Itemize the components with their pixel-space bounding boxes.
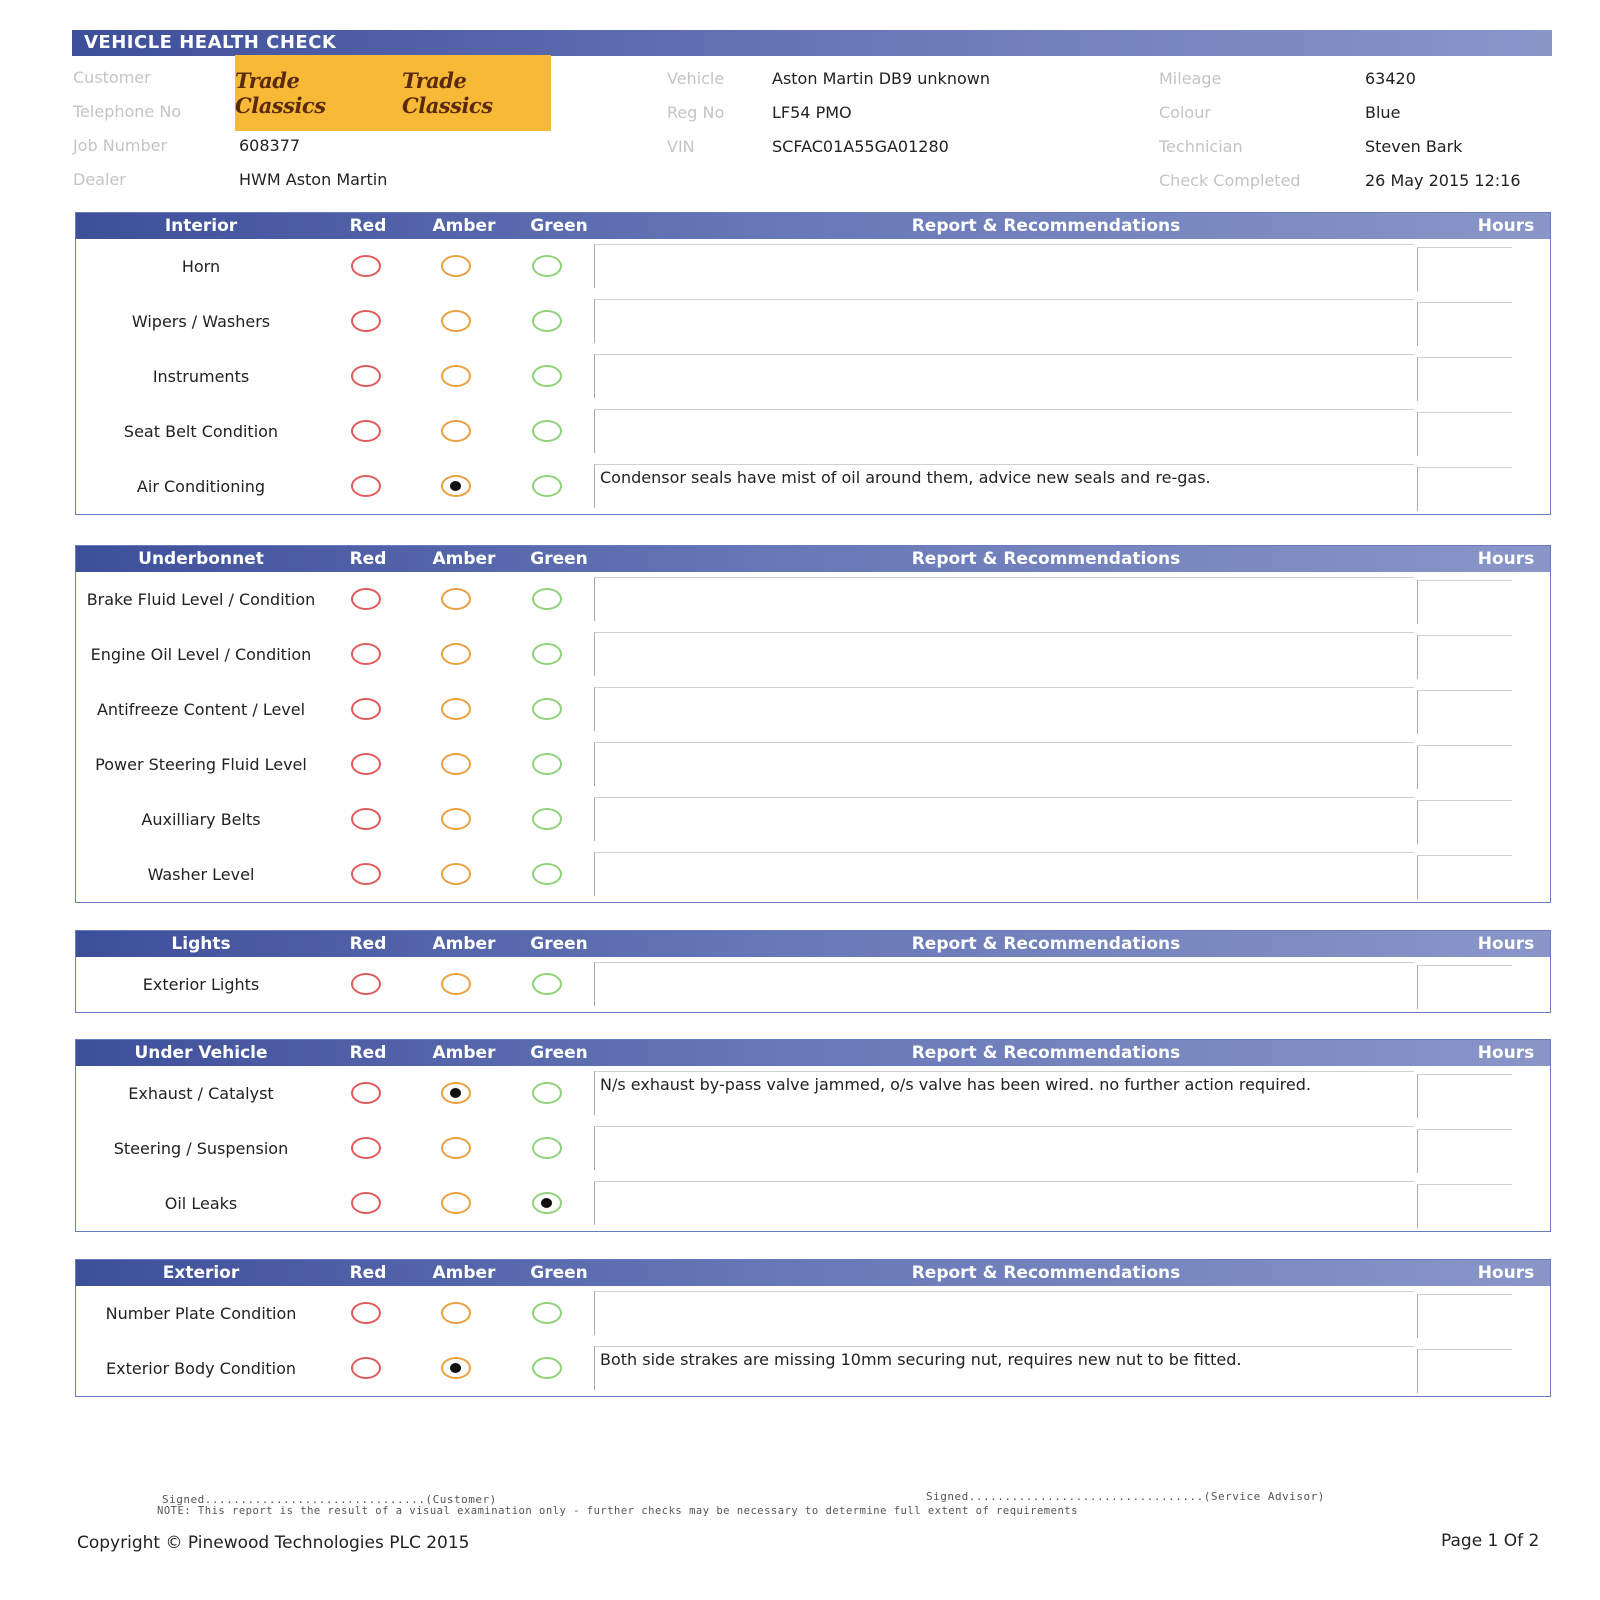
technician-value: Steven Bark	[1365, 137, 1463, 156]
green-radio[interactable]	[532, 1302, 562, 1324]
check-item-label: Exhaust / Catalyst	[128, 1083, 274, 1103]
hours-field[interactable]	[1417, 412, 1512, 456]
section-title: Interior	[164, 216, 238, 236]
check-item-label: Exterior Body Condition	[106, 1358, 296, 1378]
hours-field[interactable]	[1417, 690, 1512, 734]
hours-field[interactable]	[1417, 965, 1512, 1009]
check-row	[76, 294, 1550, 349]
column-green-header: Green	[530, 934, 588, 954]
amber-radio[interactable]	[441, 808, 471, 830]
report-field[interactable]	[594, 687, 1414, 731]
vin-value: SCFAC01A55GA01280	[772, 137, 949, 156]
check-row	[76, 1286, 1550, 1341]
section-header	[76, 931, 1550, 957]
amber-radio[interactable]	[441, 643, 471, 665]
red-radio[interactable]	[351, 420, 381, 442]
column-report-header: Report & Recommendations	[911, 216, 1181, 236]
page-number: Page 1 Of 2	[1441, 1531, 1540, 1551]
report-title: VEHICLE HEALTH CHECK	[72, 30, 1552, 56]
column-green-header: Green	[530, 216, 588, 236]
column-report-header: Report & Recommendations	[911, 1263, 1181, 1283]
disclaimer-note: NOTE: This report is the result of a visual examination only - further checks may be necessary to determine full extent of requirements	[157, 1505, 1078, 1517]
check-item-label: Number Plate Condition	[105, 1303, 297, 1323]
section-header	[76, 546, 1550, 572]
column-amber-header: Amber	[432, 1043, 496, 1063]
column-red-header: Red	[349, 934, 387, 954]
column-green-header: Green	[530, 1263, 588, 1283]
section-underbonnet	[75, 545, 1551, 903]
report-field[interactable]	[594, 299, 1414, 343]
check-item-label: Steering / Suspension	[113, 1138, 289, 1158]
hours-field[interactable]	[1417, 1129, 1512, 1173]
report-field[interactable]	[594, 577, 1414, 621]
report-field[interactable]	[594, 1181, 1414, 1225]
signed-service-advisor: Signed.................................(Service Advisor)	[926, 1490, 1325, 1503]
report-field[interactable]	[594, 409, 1414, 453]
green-radio[interactable]	[532, 808, 562, 830]
report-field[interactable]	[594, 852, 1414, 896]
column-hours-header: Hours	[1477, 1263, 1535, 1283]
red-radio[interactable]	[351, 1137, 381, 1159]
check-row	[76, 239, 1550, 294]
check-item-label: Brake Fluid Level / Condition	[86, 589, 316, 609]
green-radio[interactable]	[532, 973, 562, 995]
dealer-value: HWM Aston Martin	[239, 170, 388, 189]
vin-label: VIN	[667, 137, 695, 156]
hours-field[interactable]	[1417, 800, 1512, 844]
green-radio[interactable]	[532, 753, 562, 775]
check-item-label: Antifreeze Content / Level	[96, 699, 306, 719]
section-title: Exterior	[162, 1263, 240, 1283]
logo-text: Trade Classics	[402, 68, 493, 118]
mileage-value: 63420	[1365, 69, 1416, 88]
column-report-header: Report & Recommendations	[911, 1043, 1181, 1063]
green-radio[interactable]	[532, 1137, 562, 1159]
hours-field[interactable]	[1417, 580, 1512, 624]
check-row	[76, 1121, 1550, 1176]
copyright: Copyright © Pinewood Technologies PLC 2015	[77, 1533, 470, 1553]
job-number-label: Job Number	[73, 136, 168, 155]
reg-label: Reg No	[667, 103, 725, 122]
trade-classics-logo	[235, 55, 551, 131]
hours-field[interactable]	[1417, 635, 1512, 679]
amber-radio[interactable]	[441, 1082, 471, 1104]
signed-customer: Signed...............................(Customer)	[162, 1493, 497, 1506]
column-hours-header: Hours	[1477, 216, 1535, 236]
section-title: Under Vehicle	[134, 1043, 268, 1063]
hours-field[interactable]	[1417, 1074, 1512, 1118]
red-radio[interactable]	[351, 1082, 381, 1104]
green-radio[interactable]	[532, 588, 562, 610]
check-item-label: Engine Oil Level / Condition	[90, 644, 312, 664]
vehicle-label: Vehicle	[667, 69, 725, 88]
red-radio[interactable]	[351, 698, 381, 720]
red-radio[interactable]	[351, 808, 381, 830]
green-radio[interactable]	[532, 1082, 562, 1104]
section-header	[76, 1260, 1550, 1286]
column-amber-header: Amber	[432, 216, 496, 236]
section-header	[76, 1040, 1550, 1066]
amber-radio[interactable]	[441, 863, 471, 885]
amber-radio[interactable]	[441, 698, 471, 720]
check-row	[76, 957, 1550, 1012]
vehicle-value: Aston Martin DB9 unknown	[772, 69, 990, 88]
report-field[interactable]: Condensor seals have mist of oil around them, advice new seals and re-gas.	[594, 464, 1414, 508]
report-field[interactable]	[594, 1291, 1414, 1335]
check-row	[76, 459, 1550, 514]
colour-value: Blue	[1365, 103, 1401, 122]
column-red-header: Red	[349, 1043, 387, 1063]
green-radio[interactable]	[532, 1192, 562, 1214]
hours-field[interactable]	[1417, 745, 1512, 789]
column-green-header: Green	[530, 549, 588, 569]
check-row	[76, 404, 1550, 459]
hours-field[interactable]	[1417, 855, 1512, 899]
check-row	[76, 1066, 1550, 1121]
green-radio[interactable]	[532, 643, 562, 665]
hours-field[interactable]	[1417, 247, 1512, 291]
amber-radio[interactable]	[441, 973, 471, 995]
red-radio[interactable]	[351, 753, 381, 775]
green-radio[interactable]	[532, 698, 562, 720]
column-amber-header: Amber	[432, 1263, 496, 1283]
red-radio[interactable]	[351, 1357, 381, 1379]
check-item-label: Seat Belt Condition	[123, 421, 279, 441]
amber-radio[interactable]	[441, 753, 471, 775]
check-item-label: Auxilliary Belts	[141, 809, 261, 829]
red-radio[interactable]	[351, 475, 381, 497]
green-radio[interactable]	[532, 255, 562, 277]
amber-radio[interactable]	[441, 310, 471, 332]
column-red-header: Red	[349, 549, 387, 569]
green-radio[interactable]	[532, 863, 562, 885]
logo-text: Trade Classics	[235, 68, 326, 118]
hours-field[interactable]	[1417, 467, 1512, 511]
amber-radio[interactable]	[441, 588, 471, 610]
check-row	[76, 792, 1550, 847]
column-amber-header: Amber	[432, 934, 496, 954]
check-item-label: Horn	[181, 256, 221, 276]
mileage-label: Mileage	[1159, 69, 1222, 88]
amber-radio[interactable]	[441, 475, 471, 497]
report-field[interactable]: Both side strakes are missing 10mm securing nut, requires new nut to be fitted.	[594, 1346, 1414, 1390]
amber-radio[interactable]	[441, 1357, 471, 1379]
report-field[interactable]	[594, 354, 1414, 398]
check-row	[76, 572, 1550, 627]
column-report-header: Report & Recommendations	[911, 549, 1181, 569]
green-radio[interactable]	[532, 365, 562, 387]
hours-field[interactable]	[1417, 1349, 1512, 1393]
amber-radio[interactable]	[441, 420, 471, 442]
hours-field[interactable]	[1417, 302, 1512, 346]
column-hours-header: Hours	[1477, 1043, 1535, 1063]
amber-radio[interactable]	[441, 1302, 471, 1324]
green-radio[interactable]	[532, 1357, 562, 1379]
red-radio[interactable]	[351, 1302, 381, 1324]
customer-label: Customer	[73, 68, 151, 87]
amber-radio[interactable]	[441, 1137, 471, 1159]
amber-radio[interactable]	[441, 1192, 471, 1214]
check-completed-value: 26 May 2015 12:16	[1365, 171, 1521, 190]
section-header	[76, 213, 1550, 239]
column-hours-header: Hours	[1477, 934, 1535, 954]
check-row	[76, 737, 1550, 792]
hours-field[interactable]	[1417, 1294, 1512, 1338]
check-item-label: Air Conditioning	[136, 476, 266, 496]
red-radio[interactable]	[351, 863, 381, 885]
red-radio[interactable]	[351, 310, 381, 332]
report-field[interactable]	[594, 742, 1414, 786]
section-under-vehicle	[75, 1039, 1551, 1232]
hours-field[interactable]	[1417, 1184, 1512, 1228]
column-hours-header: Hours	[1477, 549, 1535, 569]
check-row	[76, 627, 1550, 682]
check-item-label: Exterior Lights	[142, 974, 260, 994]
job-number-value: 608377	[239, 136, 301, 155]
check-item-label: Wipers / Washers	[131, 311, 271, 331]
section-title: Underbonnet	[138, 549, 264, 569]
amber-radio[interactable]	[441, 255, 471, 277]
amber-radio[interactable]	[441, 365, 471, 387]
report-field[interactable]	[594, 1126, 1414, 1170]
column-red-header: Red	[349, 1263, 387, 1283]
section-interior	[75, 212, 1551, 515]
check-row	[76, 349, 1550, 404]
red-radio[interactable]	[351, 365, 381, 387]
red-radio[interactable]	[351, 973, 381, 995]
column-amber-header: Amber	[432, 549, 496, 569]
column-report-header: Report & Recommendations	[911, 934, 1181, 954]
telephone-label: Telephone No	[73, 102, 182, 121]
dealer-label: Dealer	[73, 170, 126, 189]
check-item-label: Washer Level	[147, 864, 255, 884]
colour-label: Colour	[1159, 103, 1211, 122]
report-field[interactable]: N/s exhaust by-pass valve jammed, o/s valve has been wired. no further action required.	[594, 1071, 1414, 1115]
section-exterior	[75, 1259, 1551, 1397]
red-radio[interactable]	[351, 1192, 381, 1214]
hours-field[interactable]	[1417, 357, 1512, 401]
column-red-header: Red	[349, 216, 387, 236]
red-radio[interactable]	[351, 588, 381, 610]
report-field[interactable]	[594, 962, 1414, 1006]
column-green-header: Green	[530, 1043, 588, 1063]
section-title: Lights	[171, 934, 231, 954]
check-completed-label: Check Completed	[1159, 171, 1301, 190]
reg-value: LF54 PMO	[772, 103, 852, 122]
check-item-label: Power Steering Fluid Level	[95, 754, 307, 774]
red-radio[interactable]	[351, 643, 381, 665]
check-row	[76, 682, 1550, 737]
check-row	[76, 847, 1550, 902]
technician-label: Technician	[1159, 137, 1243, 156]
check-item-label: Instruments	[152, 366, 250, 386]
red-radio[interactable]	[351, 255, 381, 277]
report-field[interactable]	[594, 632, 1414, 676]
report-field[interactable]	[594, 797, 1414, 841]
check-row	[76, 1341, 1550, 1396]
report-field[interactable]	[594, 244, 1414, 288]
check-row	[76, 1176, 1550, 1231]
green-radio[interactable]	[532, 475, 562, 497]
check-item-label: Oil Leaks	[164, 1193, 238, 1213]
green-radio[interactable]	[532, 310, 562, 332]
section-lights	[75, 930, 1551, 1013]
green-radio[interactable]	[532, 420, 562, 442]
